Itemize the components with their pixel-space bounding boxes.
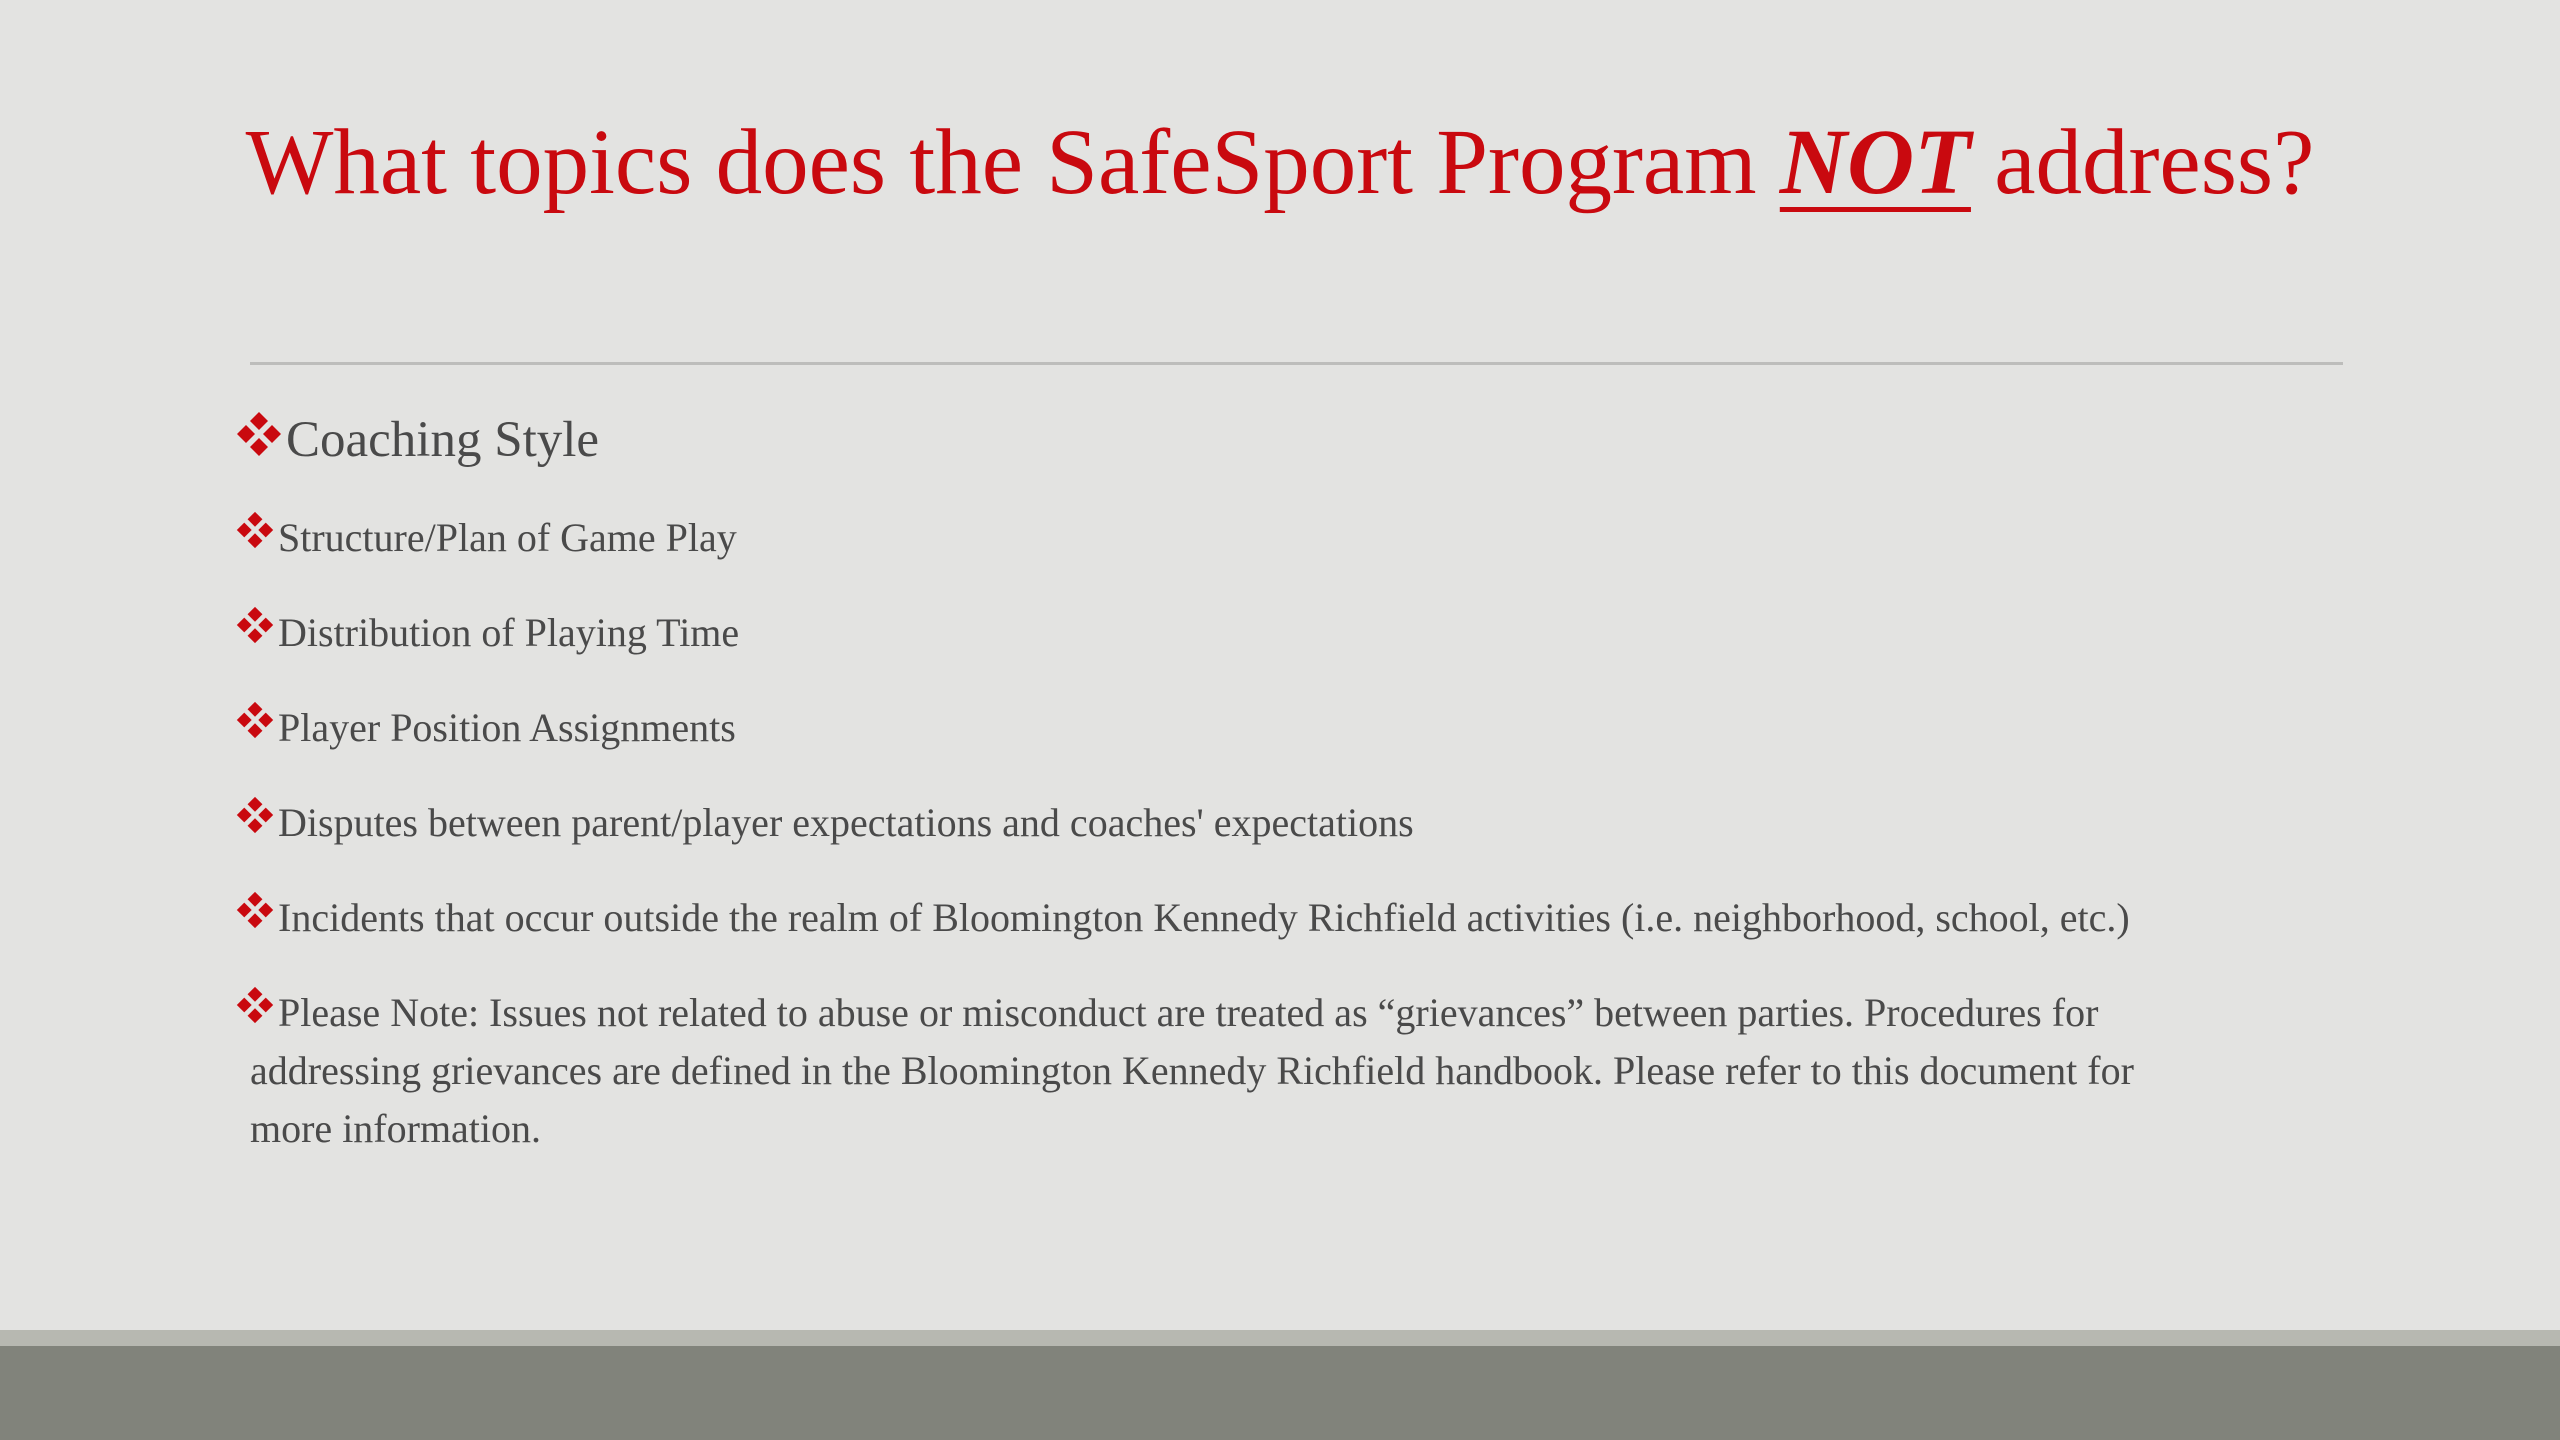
note-line-1: Please Note: Issues not related to abuse or misconduct are treated as “grievances” between parties. Procedures for <box>278 990 2099 1035</box>
note-line-3: more information. <box>250 1106 542 1151</box>
bullet-text: Distribution of Playing Time <box>278 610 740 655</box>
footer-band <box>0 1346 2560 1440</box>
title-emphasis: NOT <box>1779 111 1971 214</box>
title-text-after: address? <box>1970 111 2315 214</box>
bullet-text: Coaching Style <box>286 412 600 468</box>
bullet-text: Incidents that occur outside the realm of Bloomington Kennedy Richfield activities (i.e. neighborhood, school, etc.) <box>278 895 2130 940</box>
bullet-text: Player Position Assignments <box>278 705 736 750</box>
bullet-text: Disputes between parent/player expectations and coaches' expectations <box>278 800 1414 845</box>
bullet-item <box>236 604 739 662</box>
footer-band-accent <box>0 1330 2560 1346</box>
bullet-item <box>236 794 1414 852</box>
note-line-2: addressing grievances are defined in the Bloomington Kennedy Richfield handbook. Please refer to this document for <box>250 1048 2134 1093</box>
bullet-text: Structure/Plan of Game Play <box>278 515 737 560</box>
title-text-before: What topics does the SafeSport Program <box>245 111 1780 214</box>
bullet-item <box>236 699 736 757</box>
bullet-item <box>236 405 599 475</box>
bullet-item <box>236 509 737 567</box>
bullet-item-note <box>236 984 2316 1158</box>
bullet-item <box>236 889 2130 947</box>
